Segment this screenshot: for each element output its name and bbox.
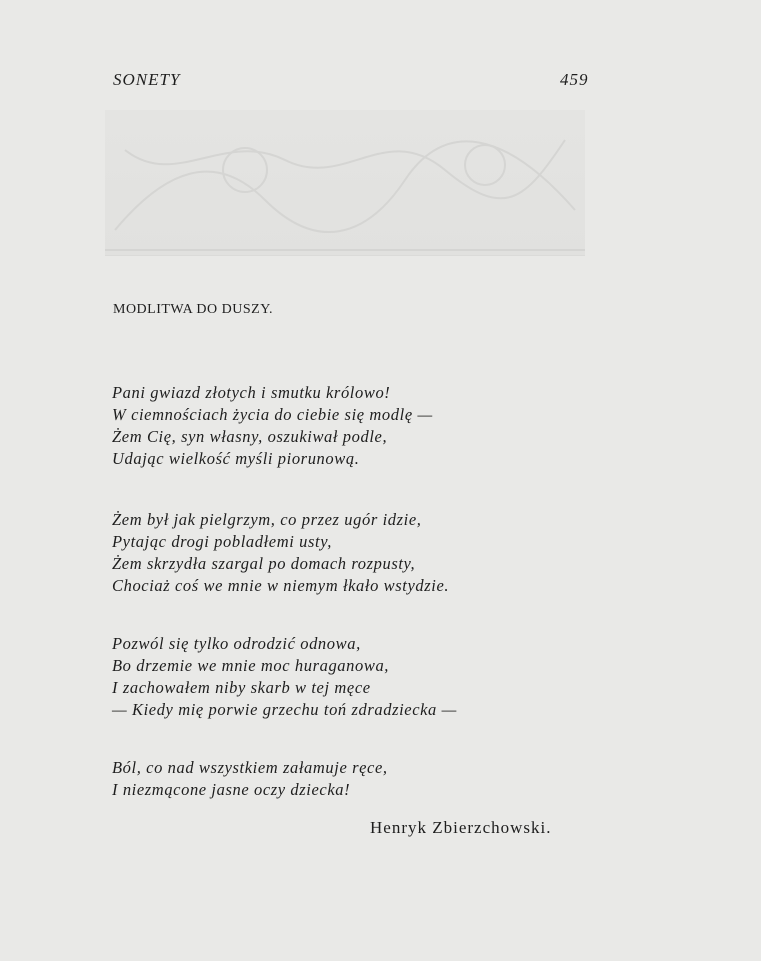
verse-line: Pani gwiazd złotych i smutku królowo!: [112, 383, 391, 402]
running-head: SONETY: [113, 70, 181, 89]
verse-line: Ból, co nad wszystkiem załamuje ręce,: [112, 758, 388, 777]
page-number: 459: [560, 70, 589, 89]
verse-line: Pytając drogi pobladłemi usty,: [112, 532, 332, 551]
stanza-2: [112, 509, 449, 597]
verse-line: Chociaż coś we mnie w niemym łkało wstydzie.: [112, 576, 450, 595]
verse-line: W ciemnościach życia do ciebie się modlę —: [112, 405, 433, 424]
verse-line: Żem był jak pielgrzym, co przez ugór idzie,: [112, 510, 422, 529]
verse-line: I niezmącone jasne oczy dziecka!: [112, 780, 351, 799]
verse-line: — Kiedy mię porwie grzechu toń zdradziecka —: [112, 700, 457, 719]
verse-line: Żem Cię, syn własny, oszukiwał podle,: [112, 427, 388, 446]
verse-line: Pozwól się tylko odrodzić odnowa,: [112, 634, 361, 653]
verse-line: Udając wielkość myśli piorunową.: [112, 449, 360, 468]
author-signature: Henryk Zbierzchowski.: [370, 818, 552, 837]
stanza-4: [112, 757, 388, 801]
verse-line: Bo drzemie we mnie moc huraganowa,: [112, 656, 390, 675]
verse-line: Żem skrzydła szargal po domach rozpusty,: [112, 554, 416, 573]
decorative-ornament-image: [105, 110, 585, 256]
stanza-3: [112, 633, 457, 721]
stanza-1: [112, 382, 433, 470]
poem-title: MODLITWA DO DUSZY.: [113, 302, 274, 317]
verse-line: I zachowałem niby skarb w tej męce: [112, 678, 371, 697]
